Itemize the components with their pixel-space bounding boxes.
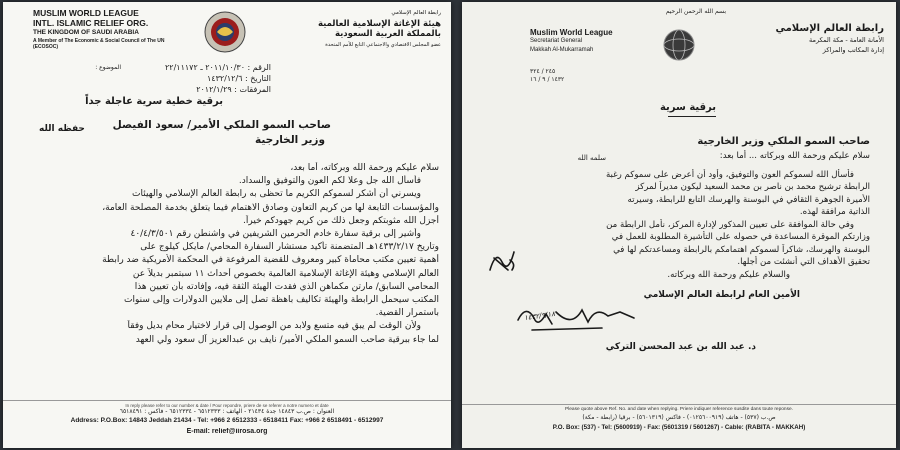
- body-line: وفي حالة الموافقة على تعيين المذكور لإدارة المركز، نأمل الرابطة من: [606, 219, 854, 230]
- date-value: ١٤٣٢ / ٩ / ١٦: [530, 76, 565, 83]
- date-label: التاريخ :: [244, 74, 271, 83]
- body-line: تحقيق الأهداف التي أنشئت من أجلها.: [737, 257, 870, 267]
- header-en-line: INTL. ISLAMIC RELIEF ORG.: [33, 18, 149, 28]
- header-en-line: Muslim World League: [530, 28, 613, 37]
- addressee-line: وزير الخارجية: [254, 134, 325, 146]
- header-ar-line: رابطة العالم الإسلامي: [391, 10, 441, 16]
- body-line: المكتب سيحمل الرابطة والهيئة تكاليف باهظة تصل إلى ملايين الدولارات وإلى سنوات: [124, 295, 439, 306]
- body-line: الأميرة الجوهرة الثقافي في البوسنة والهرسك التابع للرابطة، وسيرته: [627, 194, 870, 205]
- mwl-globe-logo-icon: [662, 28, 696, 62]
- subject-label: الموضوع :: [95, 64, 121, 71]
- date-value-2: ٢٠١٢/١/٢٩: [196, 85, 232, 94]
- header-ar-line: عضو المجلس الاقتصادي والاجتماعي التابع للأمم المتحدة: [325, 41, 441, 48]
- body-line: الذاتية مرافقة لهذه.: [799, 207, 870, 217]
- body-line: باستمرار القضية.: [375, 308, 439, 319]
- body-line: أهمية تعيين مكتب محاماة كبير ومعروف للقضية المرفوعة في المحكمة الأمريكية ضد رابطة: [102, 255, 439, 266]
- right-letter: [462, 2, 896, 448]
- date-value: ١٤٣٢/١٢/٦: [206, 74, 243, 83]
- body-line: البوسنة والهرسك، شاكراً لسموكم اهتمامكم بالرابطة ومساعدتكم لها في: [613, 244, 870, 255]
- left-ref-block: [165, 62, 271, 95]
- header-en-line: Makkah Al-Mukarramah: [530, 47, 594, 53]
- addressee-line: صاحب السمو الملكي الأمير/ سعود الفيصل: [112, 119, 331, 131]
- right-body: [480, 150, 870, 281]
- ref-value: ٢٤٥ / ٣٢٤: [530, 68, 556, 75]
- body-line: سلام عليكم ورحمة الله وبركاته، أما بعد،: [290, 163, 439, 173]
- body-line: العالم الإسلامي وهيئة الإغاثة الإسلامية العالمية بخصوص أحداث ١١ سبتمبر بديلاً عن: [132, 268, 439, 279]
- header-en-line: (ECOSOC): [33, 44, 58, 50]
- header-en-line: MUSLIM WORLD LEAGUE: [33, 8, 139, 18]
- ref-value: ٢٠١١/١٠/٣٠ ـ ٢٢/١١١٧٢: [165, 63, 245, 72]
- right-ref-block: [530, 68, 564, 84]
- left-addressee: [113, 118, 331, 148]
- right-footer-en-address: P.O. Box: (537) - Tel: (5600919) - Fax: (5601319 / 5601267) - Cable: (RABITA - MAKKAH): [552, 424, 806, 431]
- header-ar-line: هيئة الإغاثة الإسلامية العالمية: [317, 18, 441, 29]
- left-footer-en-address: Address: P.O.Box: 14843 Jeddah 21434 - Tel: +966 2 6512333 - 6518411 Fax: +966 2 6518491 - 6512997: [70, 417, 384, 424]
- header-ar-line: بالمملكة العربية السعودية: [334, 29, 441, 39]
- header-ar-line: الأمانة العامة - مكة المكرمة: [809, 35, 884, 44]
- title-underline: [668, 116, 716, 117]
- header-en-line: THE KINGDOM OF SAUDI ARABIA: [33, 29, 139, 36]
- body-line: ويسرني أن أشكر لسموكم الكريم ما تحظى به رابطة العالم الإسلامي والهيئات: [132, 189, 421, 200]
- urgent-title: برقية خطية سرية عاجلة جداً: [85, 96, 223, 107]
- addressee-line: صاحب السمو الملكي وزير الخارجية: [697, 136, 870, 147]
- left-footer-note: In reply please refer to our number & date / Pour repondre, priere de se referer a notre numero et date: [3, 400, 451, 410]
- left-letter: [3, 2, 451, 448]
- body-line: وتاريخ ١٤٣٣/٢/١٧هـ المتضمنة تأكيد مستشار السفارة المحامي/ مايكل كيلوج على: [140, 242, 439, 253]
- left-header-en: [33, 8, 165, 50]
- header-en-line: Secretariat General: [530, 38, 583, 44]
- left-body: [9, 162, 439, 347]
- honorific: سلمه الله: [577, 154, 606, 162]
- header-ar-line: رابطة العالم الإسلامي: [775, 23, 884, 34]
- honorific: حفظه الله: [39, 124, 85, 134]
- basmala: بسم الله الرحمن الرحيم: [665, 8, 726, 15]
- right-footer-ar-address: ص.ب (٥٣٧) - هاتف (٠١٢٥٦٠٠٩١٩) - فاكس (٥٦٠١٣١٩) - برقياً (رابطة - مكة): [582, 414, 776, 421]
- body-line: والسلام عليكم ورحمة الله وبركاته.: [667, 269, 790, 280]
- body-line: وأشير إلى برقية سفارة خادم الحرمين الشريفين في واشنطن رقم ٤٠/٤/٣/٥٠١: [130, 229, 421, 240]
- body-line: ولأن الوقت لم يبق فيه متسع ولابد من الوصول إلى قرار لاختيار محام بديل وفقاً: [127, 321, 421, 332]
- left-footer-ar-address: العنوان : ص.ب ١٤٨٤٣ جدة ٢١٤٣٤ - الهاتف : ٦٥١٢٣٣٣ - ٦٥١٢٣٣٤ - فاكس : ٦٥١٨٤٩١: [119, 408, 335, 415]
- signature-date: ١٤٣٢/٩/١٨: [523, 309, 556, 323]
- body-line: لما جاء ببرقية صاحب السمو الملكي الأمير/ نايف بن عبدالعزيز آل سعود ولي العهد: [135, 334, 439, 345]
- body-line: فأسأل الله جل وعلا لكم العون والتوفيق والسداد.: [238, 176, 421, 187]
- body-line: فأسأل الله لسموكم العون والتوفيق، وأود أن أعرض على سموكم رغبة: [605, 169, 854, 180]
- body-line: أجزل الله مثوبتكم وجعل ذلك من كريم جهودكم خيراً.: [243, 215, 439, 226]
- body-line: والمؤسسات التابعة لها من كريم التعاون وصادق الاهتمام فيما يتعلق بخدمة المصلحة العامة،: [102, 202, 439, 213]
- iiro-logo-icon: [203, 10, 247, 54]
- left-footer-email: E-mail: relief@iirosa.org: [186, 428, 268, 435]
- left-header-ar: [318, 8, 441, 50]
- right-header-en: [530, 28, 613, 55]
- secret-title: برقية سرية: [659, 102, 716, 113]
- body-line: الرابطة ترشيح محمد بن ناصر بن محمد السعيد ليكون مديراً لمركز: [635, 182, 870, 192]
- signatory-name: د. عبد الله بن عبد المحسن التركي: [605, 342, 756, 352]
- header-ar-line: إدارة المكاتب والمراكز: [822, 46, 884, 54]
- body-line: وزارتكم الموقرة المساعدة في حصوله على التأشيرة المطلوبة للعمل في: [611, 232, 870, 242]
- body-line: المحامي السابق/ مارتن مكماهن الذي فقدت الهيئة الثقة فيه، وإفادته بأن تعيين هذا: [134, 281, 439, 292]
- header-en-line: A Member of The Economic & Social Council of The UN: [33, 38, 165, 44]
- right-header-ar: [776, 24, 885, 56]
- right-footer-note: Please quote above Ref. No. and date when replying. Priere indiquer reference susdite dans toute reponse.: [462, 404, 896, 414]
- ref-label: الرقم :: [247, 63, 271, 72]
- margin-handwriting-icon: [482, 240, 522, 280]
- enclosures-label: المرفقات :: [234, 85, 271, 94]
- body-line: سلام عليكم ورحمة الله وبركاته ... أما بعد:: [719, 151, 870, 161]
- signature-title: الأمين العام لرابطة العالم الإسلامي: [643, 290, 800, 300]
